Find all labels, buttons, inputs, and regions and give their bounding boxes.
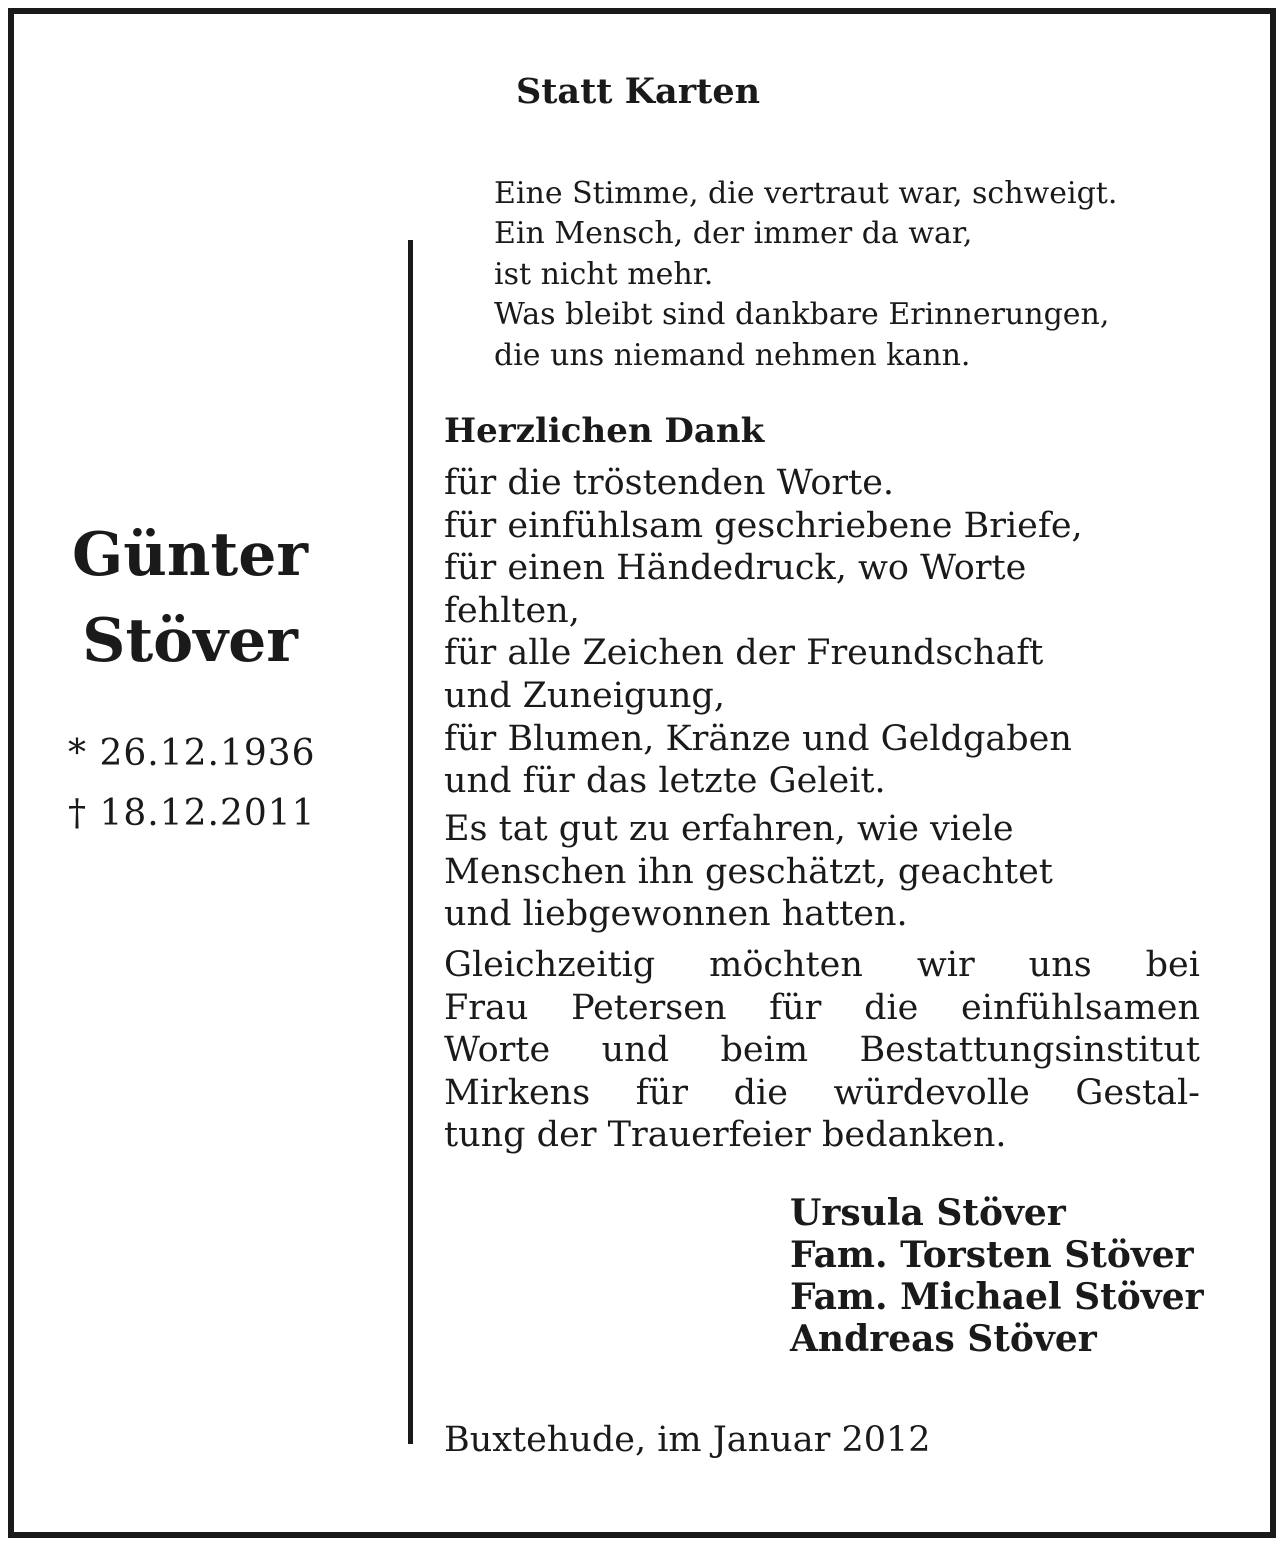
- poem-line: Eine Stimme, die vertraut war, schweigt.: [494, 176, 1118, 211]
- thanks-paragraph-2: [444, 808, 1200, 936]
- word: möchten: [709, 945, 863, 985]
- text-line: Es tat gut zu erfahren, wie viele: [444, 809, 1014, 849]
- life-dates: [68, 724, 316, 844]
- word: würdevolle: [833, 1072, 1030, 1113]
- notice-header: Statt Karten: [515, 71, 761, 112]
- word: Gleichzeitig: [444, 945, 656, 985]
- birth-date: * 26.12.1936: [68, 733, 316, 774]
- poem-line: ist nicht mehr.: [494, 256, 714, 292]
- text-line: für einen Händedruck, wo Worte: [444, 548, 1027, 589]
- signatory: Ursula Stöver: [790, 1192, 1066, 1234]
- thanks-paragraph-1: [444, 462, 1200, 803]
- justified-line: [444, 944, 1200, 987]
- word: einfühlsamen: [961, 987, 1200, 1028]
- place-date: Buxtehude, im Januar 2012: [444, 1420, 931, 1460]
- signatories: [790, 1192, 1204, 1360]
- word: Mirkens: [444, 1072, 591, 1113]
- word: die: [864, 987, 919, 1028]
- deceased-last-name: Stöver: [82, 606, 298, 676]
- word: Petersen: [571, 987, 727, 1028]
- deceased-first-name: Günter: [72, 520, 308, 590]
- text-line: fehlten,: [444, 590, 580, 631]
- word: beim: [720, 1030, 809, 1071]
- text-line: und liebgewonnen hatten.: [444, 894, 908, 935]
- thanks-title: Herzlichen Dank: [444, 411, 765, 451]
- word: uns: [1028, 945, 1092, 985]
- justified-line: [444, 1072, 1200, 1115]
- word: Gestal-: [1075, 1072, 1200, 1113]
- word: Bestattungsinstitut: [859, 1030, 1200, 1071]
- text-line: tung der Trauerfeier bedanken.: [444, 1115, 1007, 1156]
- death-date: † 18.12.2011: [68, 793, 316, 834]
- text-line: für Blumen, Kränze und Geldgaben: [444, 718, 1072, 759]
- vertical-divider: [408, 240, 413, 1444]
- word: Frau: [444, 987, 529, 1028]
- signatory: Fam. Torsten Stöver: [790, 1234, 1194, 1276]
- text-line: für alle Zeichen der Freundschaft: [444, 633, 1044, 674]
- signatory: Andreas Stöver: [790, 1318, 1097, 1360]
- poem: [494, 174, 1117, 376]
- text-line: Menschen ihn geschätzt, geachtet: [444, 851, 1053, 892]
- word: die: [733, 1072, 788, 1113]
- text-line: für einfühlsam geschriebene Briefe,: [444, 505, 1083, 546]
- word: und: [601, 1030, 670, 1071]
- text-line: und Zuneigung,: [444, 675, 725, 716]
- text-line: und für das letzte Geleit.: [444, 761, 886, 802]
- text-line: für die tröstenden Worte.: [444, 463, 895, 503]
- justified-line: [444, 987, 1200, 1030]
- signatory: Fam. Michael Stöver: [790, 1276, 1204, 1318]
- deceased-name: [40, 512, 340, 684]
- poem-line: die uns niemand nehmen kann.: [494, 337, 971, 373]
- word: bei: [1145, 945, 1200, 985]
- word: Worte: [444, 1030, 551, 1071]
- poem-line: Was bleibt sind dankbare Erinnerungen,: [494, 297, 1110, 333]
- thanks-paragraph-3: [444, 944, 1200, 1157]
- word: für: [769, 987, 822, 1028]
- word: wir: [916, 945, 975, 985]
- poem-line: Ein Mensch, der immer da war,: [494, 216, 973, 252]
- word: für: [635, 1072, 689, 1113]
- justified-line: [444, 1029, 1200, 1072]
